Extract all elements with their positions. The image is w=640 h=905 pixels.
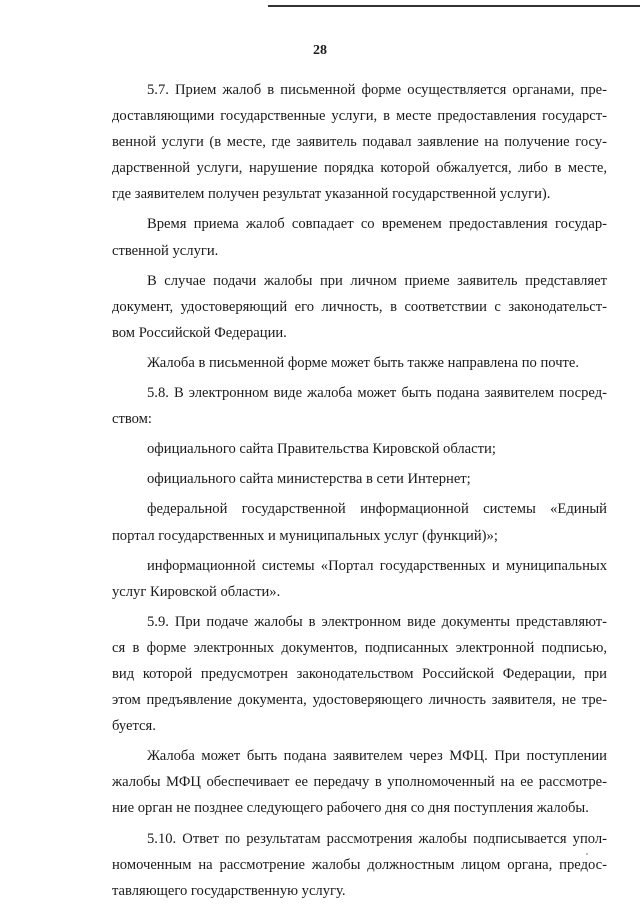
top-rule bbox=[268, 5, 640, 7]
text-line: официального сайта Правительства Кировской области; bbox=[147, 441, 496, 458]
text-line: официального сайта министерства в сети Интернет; bbox=[147, 471, 471, 488]
paragraph bbox=[112, 826, 607, 904]
paragraph bbox=[112, 609, 607, 739]
text-line: документ, удостоверяющий его личность, в соответствии с законодательст- bbox=[112, 298, 607, 315]
text-line: вом Российской Федерации. bbox=[112, 324, 287, 341]
text-line: вид которой предусмотрен законодательством Российской Федерации, при bbox=[112, 665, 607, 682]
text-line: информационной системы «Портал государственных и муниципальных bbox=[147, 557, 607, 574]
page-number: 28 bbox=[313, 43, 327, 58]
text-line: где заявителем получен результат указанной государственной услуги). bbox=[112, 186, 551, 203]
text-line: ние орган не позднее следующего рабочего дня со дня поступления жалобы. bbox=[112, 800, 589, 817]
text-line: портал государственных и муниципальных услуг (функций)»; bbox=[112, 527, 498, 544]
text-line: Время приема жалоб совпадает со временем предоставления государ- bbox=[147, 216, 607, 233]
text-line: жалобы МФЦ обеспечивает ее передачу в уполномоченный на ее рассмотре- bbox=[112, 774, 607, 791]
text-line: номоченным на рассмотрение жалобы должностным лицом органа, предос- bbox=[112, 856, 607, 873]
text-line: ся в форме электронных документов, подписанных электронной подписью, bbox=[112, 639, 607, 656]
paragraph bbox=[112, 211, 607, 263]
paragraph bbox=[112, 350, 607, 376]
text-line: 5.9. При подаче жалобы в электронном виде документы представляют- bbox=[147, 613, 607, 630]
paragraph bbox=[112, 466, 607, 492]
text-line: Жалоба в письменной форме может быть также направлена по почте. bbox=[147, 354, 580, 371]
text-line: буется. bbox=[112, 718, 156, 735]
text-line: Жалоба может быть подана заявителем через МФЦ. При поступлении bbox=[147, 748, 607, 765]
text-line: услуг Кировской области». bbox=[112, 583, 281, 600]
paragraph bbox=[112, 268, 607, 346]
text-line: 5.10. Ответ по результатам рассмотрения жалобы подписывается упол- bbox=[147, 830, 607, 847]
text-line: федеральной государственной информационной системы «Единый bbox=[147, 501, 607, 518]
text-line: ственной услуги. bbox=[112, 242, 219, 259]
paragraph bbox=[112, 380, 607, 432]
text-line: ством: bbox=[112, 411, 152, 428]
document-body bbox=[112, 77, 607, 904]
text-line: этом предъявление документа, удостоверяющего личность заявителя, не тре- bbox=[112, 692, 607, 709]
paragraph bbox=[112, 436, 607, 462]
text-line: доставляющими государственные услуги, в месте предоставления государст- bbox=[112, 108, 607, 125]
scan-artifact bbox=[586, 853, 588, 855]
paragraph bbox=[112, 743, 607, 821]
text-line: тавляющего государственную услугу. bbox=[112, 882, 346, 899]
paragraph bbox=[112, 77, 607, 207]
paragraph bbox=[112, 496, 607, 548]
text-line: В случае подачи жалобы при личном приеме заявитель представляет bbox=[147, 272, 607, 289]
text-line: венной услуги (в месте, где заявитель подавал заявление на получение госу- bbox=[112, 134, 607, 151]
paragraph bbox=[112, 553, 607, 605]
text-line: 5.7. Прием жалоб в письменной форме осуществляется органами, пре- bbox=[147, 82, 607, 98]
text-line: 5.8. В электронном виде жалоба может быть подана заявителем посред- bbox=[147, 385, 607, 402]
text-line: дарственной услуги, нарушение порядка которой обжалуется, либо в месте, bbox=[112, 160, 607, 177]
